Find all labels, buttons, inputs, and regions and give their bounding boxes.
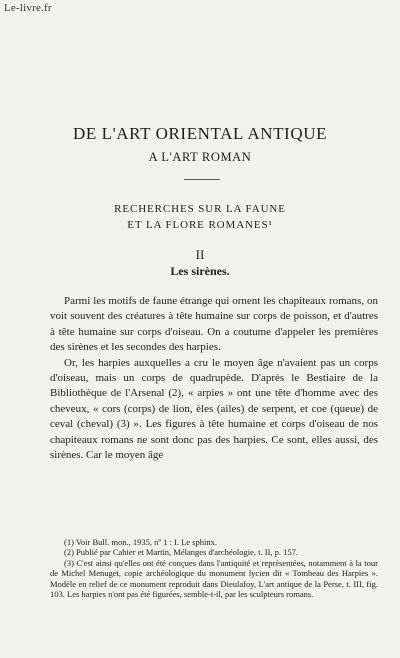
paragraph: Parmi les motifs de faune étrange qui ornent les chapiteaux romans, on voit souvent des créatures à tête humaine sur corps de poisson, et d'autres à tête humaine sur corps d'oiseau. On a coutume d'appeler les premières des sirènes et les secondes des harpies.: [50, 295, 378, 354]
title-divider: [184, 179, 220, 180]
subheading-line-1: RECHERCHES SUR LA FAUNE: [114, 203, 286, 215]
body-text: [50, 294, 378, 463]
article-title: DE L'ART ORIENTAL ANTIQUE: [72, 124, 328, 143]
subheading-line-2: ET LA FLORE ROMANES¹: [127, 219, 273, 231]
paragraph: Or, les harpies auxquelles a cru le moyen âge n'avaient pas un corps d'oiseau, mais un corps de quadrupède. D'après le Bestiaire de la Bibliothèque de l'Arsenal (2), « arpies » ont une tête d'homme avec des cheveux, « cors (corps) de lion, èles (ailes) de serpent, et coe (queue) de ceval (cheval) (3) ». Les figures à tête humaine et corps d'oiseau de nos chapiteaux romans ne sont donc pas des harpies. Ce sont, elles aussi, des sirènes. Car le moyen âge: [50, 356, 378, 462]
footnote: (3) C'est ainsi qu'elles ont été conçues dans l'antiquité et représentées, notamment à la tour de Michel Menuget, copie archéologique du monument lycien dit « Tombeau des Harpies ». Modèle en relief de ce monument reproduit dans Dieulafoy, L'art antique de la Perse, t. III, fig. 103. Les harpies n'ont pas été figurées, semble-t-il, par les sculpteurs romans.: [50, 557, 378, 600]
footnotes: [50, 537, 378, 599]
section-number: II: [195, 247, 205, 262]
article-subtitle: A L'ART ROMAN: [148, 150, 252, 164]
section-title: Les sirènes.: [170, 264, 230, 278]
footnote: (1) Voir Bull. mon., 1935, nº 1 : I. Le sphinx.: [64, 537, 217, 547]
footnote: (2) Publié par Cahier et Martin, Mélanges d'archéologie, t. II, p. 157.: [64, 547, 299, 558]
publisher-mark: Le-livre.fr: [4, 2, 52, 14]
